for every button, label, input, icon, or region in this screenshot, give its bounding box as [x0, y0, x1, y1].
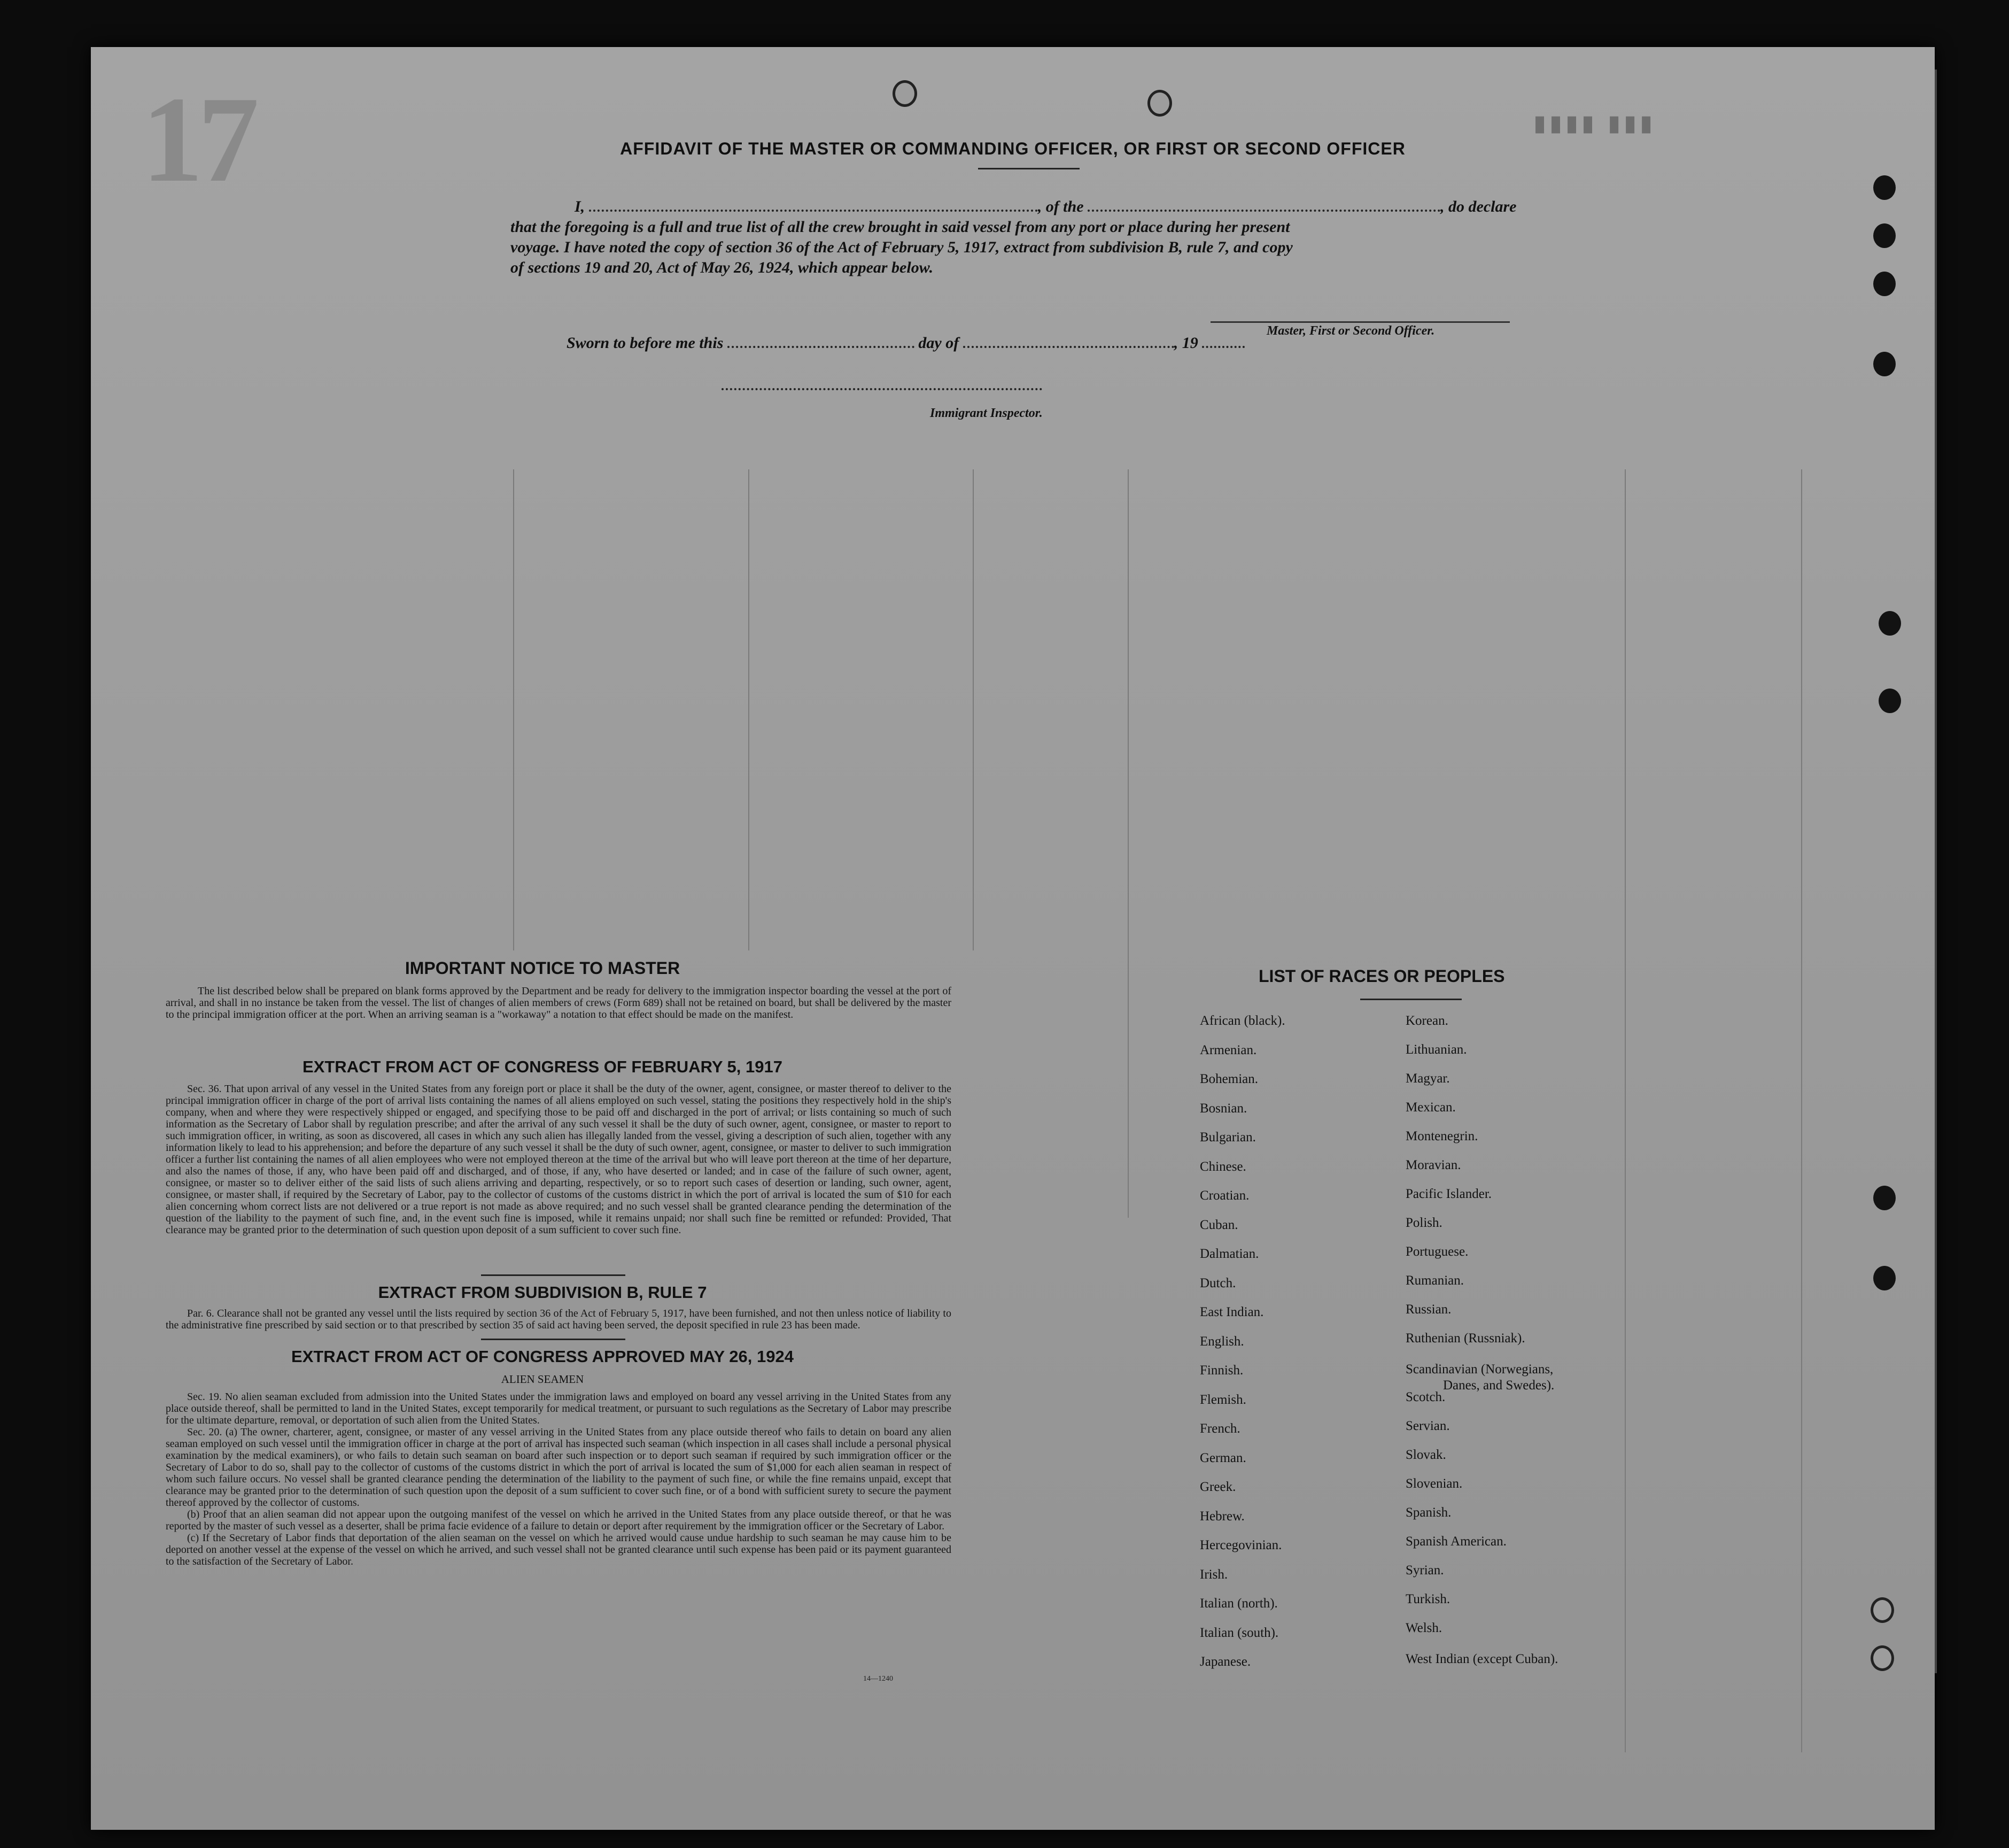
race-entry: Slovak. [1406, 1448, 1446, 1462]
race-entry: Russian. [1406, 1302, 1452, 1317]
master-signature-label: Master, First or Second Officer. [1267, 324, 1435, 338]
race-entry: Pacific Islander. [1406, 1187, 1492, 1201]
race-entry: East Indian. [1200, 1305, 1264, 1319]
race-entry: Dutch. [1200, 1275, 1236, 1290]
race-entry: Finnish. [1200, 1363, 1244, 1378]
sworn-label: Sworn to before me this [567, 334, 724, 352]
i-label: I, [575, 198, 585, 215]
punch-hole [1879, 689, 1901, 713]
rule-divider [481, 1274, 625, 1276]
race-entry: Turkish. [1406, 1592, 1450, 1606]
extract-1924-text [166, 1391, 951, 1567]
race-entry: Montenegrin. [1406, 1129, 1478, 1143]
race-entry: Flemish. [1200, 1392, 1246, 1407]
race-entry: Italian (south). [1200, 1625, 1279, 1640]
name-field[interactable] [589, 210, 1038, 212]
affidavit-line-3: voyage. I have noted the copy of section 36 of the Act of February 5, 1917, extract from subdivision B, rule 7, and copy [510, 238, 1293, 256]
rule-divider [481, 1339, 625, 1340]
extract-1924-subtitle: ALIEN SEAMEN [501, 1373, 584, 1386]
sec-20b: (b) Proof that an alien seaman did not appear upon the outgoing manifest of the vessel on which he arrived in the United States from any place outside thereof, or that he was reported by the master of such vessel as a deserter, shall be prima facie evidence of a failure to detain or deport after requirement by the immigration officer or the Secretary of Labor. [166, 1509, 951, 1532]
race-entry: Croatian. [1200, 1188, 1250, 1203]
binder-hole [1871, 1597, 1894, 1623]
race-entry: English. [1200, 1334, 1244, 1349]
sworn-line [567, 334, 1245, 352]
race-entry: Italian (north). [1200, 1596, 1278, 1611]
sworn-month-field[interactable] [963, 346, 1174, 348]
race-entry: Mexican. [1406, 1100, 1456, 1115]
race-entry: Hebrew. [1200, 1509, 1245, 1524]
bleed-through-column-lines [1128, 469, 1129, 1218]
race-entry: Greek. [1200, 1480, 1236, 1494]
race-entry: Scandinavian (Norwegians, [1406, 1362, 1554, 1377]
affidavit-line-4: of sections 19 and 20, Act of May 26, 1924, which appear below. [510, 259, 934, 276]
race-entry: Moravian. [1406, 1158, 1461, 1172]
affidavit-line-2: that the foregoing is a full and true list of all the crew brought in said vessel from any port or place during her present [510, 218, 1290, 236]
inspector-label: Immigrant Inspector. [930, 406, 1043, 420]
race-entry: Cuban. [1200, 1217, 1238, 1232]
race-entry: Welsh. [1406, 1621, 1442, 1635]
inspector-signature-line[interactable] [722, 388, 1042, 390]
sec-19: Sec. 19. No alien seaman excluded from admission into the United States under the immigration laws and employed on board any vessel arriving in the United States from any place outside thereof, shall be permitted to land in the United States, except temporarily for medical treatment, or pursuant to such regulations as the Secretary of Labor may prescribe for the ultimate departure, removal, or deportation of such alien from the United States. [166, 1391, 951, 1426]
title-underline [978, 168, 1080, 169]
sec-20a: Sec. 20. (a) The owner, charterer, agent, consignee, or master of any vessel arriving in the United States from any place outside thereof who fails to detain on board any alien seaman employed on such vessel until the immigration officer in charge at the port of arrival has inspected such seaman (which inspection in all cases shall include a personal physical examination by the medical examiners), or who fails to detain such seaman on board after such inspection or to deport such seaman if required by such immigration officer or the Secretary of Labor to do so, shall pay to the collector of customs of the customs district in which the port of arrival is located the sum of $1,000 for each alien seaman in respect of whom such failure occurs. No vessel shall be granted clearance pending the determination of the liability to the payment of such fine, or while the fine remains unpaid, except that clearance may be granted prior to the determination of such question upon the deposit of a sum sufficient to cover such fine, or of a bond with sufficient surety to secure the payment thereof approved by the collector of customs. [166, 1426, 951, 1509]
rule-7-title: EXTRACT FROM SUBDIVISION B, RULE 7 [378, 1283, 707, 1302]
race-entry: Lithuanian. [1406, 1042, 1467, 1057]
race-entry: Bosnian. [1200, 1101, 1247, 1116]
punch-hole [1873, 272, 1896, 296]
sec-20c: (c) If the Secretary of Labor finds that deportation of the alien seaman on the vessel on which he arrived would cause undue hardship to such seaman he may cause him to be deported on another vessel at the expense of the vessel on which he arrived, and such vessel shall not be granted clearance until such expense has been paid or its payment guaranteed to the satisfaction of the Secretary of Labor. [166, 1532, 951, 1567]
manifest-page [91, 47, 1935, 1830]
master-signature-line[interactable] [1211, 321, 1510, 323]
race-entry: Syrian. [1406, 1563, 1444, 1578]
year-label: , 19 [1174, 334, 1198, 352]
race-entry: Armenian. [1200, 1042, 1257, 1057]
punch-hole [1879, 611, 1901, 636]
extract-1917-text: Sec. 36. That upon arrival of any vessel in the United States from any foreign port or place it shall be the duty of the owner, agent, consignee, or master thereof to deliver to the principal immigration officer in charge of the port of arrival lists containing the names of all aliens employed on such vessel, stating the positions they respectively hold in the ship's company, when and where they were respectively shipped or engaged, and specifying those to be paid off and discharged in the port of arrival; or lists containing so much of such information as the Secretary of Labor shall by regulation prescribe; and after the arrival of any such vessel it shall be the duty of such owner, agent, consignee, or master to report to such immigration officer, in writing, as soon as discovered, all cases in which any such alien has illegally landed from the vessel, giving a description of such alien, together with any information likely to lead to his apprehension; and before the departure of any such vessel it shall be the duty of such owner, agent, consignee, or master to deliver to such immigration officer a further list containing the names of all alien employees who were not employed thereon at the time of the arrival but who will leave port thereon at the time of her departure, and also the names of those, if any, who have been paid off and discharged, and of those, if any, who have deserted or landed; and in case of the failure of such owner, agent, consignee, or master so to deliver either of the said lists of such aliens arriving and departing, respectively, or so to report such cases of desertion or landing, such owner, agent, consignee, or master shall, if required by the Secretary of Labor, pay to the collector of customs of the customs district in which the port of arrival is located the sum of $10 for each alien concerning whom correct lists are not delivered or a true report is not made as above required; and no such vessel shall be granted clearance pending the determination of the question of the liability to the payment of such fine, and, in the event such fine is imposed, while it remains unpaid; nor shall such fine be remitted or refunded: Provided, That clearance may be granted prior to the determination of such question upon deposit of a sum sufficient to cover such fine. [166, 1083, 951, 1236]
race-entry: Servian. [1406, 1419, 1450, 1433]
sworn-year-field[interactable] [1202, 346, 1245, 348]
declare-label: , do declare [1440, 198, 1517, 215]
notice-title: IMPORTANT NOTICE TO MASTER [405, 958, 680, 978]
vessel-field[interactable] [1088, 210, 1440, 212]
race-entry: French. [1200, 1421, 1240, 1436]
binder-hole [893, 80, 917, 107]
bleed-through-column-lines [973, 469, 974, 950]
race-entry: Bulgarian. [1200, 1130, 1256, 1145]
race-entry: Ruthenian (Russniak). [1406, 1331, 1525, 1346]
race-entry: Magyar. [1406, 1071, 1450, 1086]
binder-hole [1871, 1645, 1894, 1671]
bleed-through-column-lines [1625, 469, 1626, 1752]
race-entry: Portuguese. [1406, 1244, 1469, 1259]
punch-hole [1873, 352, 1896, 376]
bleed-through-text: ▮▮▮▮ ▮▮▮ [1534, 112, 1657, 135]
affidavit-line-1 [575, 198, 1516, 216]
bleed-through-column-lines [1801, 469, 1802, 1752]
race-entry: Irish. [1200, 1567, 1228, 1582]
race-entry: Korean. [1406, 1014, 1448, 1028]
extract-1917-title: EXTRACT FROM ACT OF CONGRESS OF FEBRUARY 5, 1917 [302, 1057, 782, 1076]
bleed-through-column-lines [748, 469, 749, 950]
race-entry: Polish. [1406, 1216, 1442, 1230]
race-entry: Spanish American. [1406, 1534, 1507, 1549]
day-of-label: day of [918, 334, 959, 352]
race-entry: Spanish. [1406, 1505, 1452, 1520]
punch-hole [1873, 1186, 1896, 1210]
punch-hole [1873, 223, 1896, 248]
notice-text: The list described below shall be prepared on blank forms approved by the Department and be ready for delivery to the immigration inspector boarding the vessel at the port of arrival, and shall in no instance be taken from the vessel. The list of changes of alien members of crews (Form 689) shall not be retained on board, but shall be delivered by the master to the principal immigration officer at the port. When an arriving seaman is a "workaway" a notation to that effect should be made on the manifest. [166, 985, 951, 1020]
bleed-through-column-lines [513, 469, 514, 950]
race-entry-scandinavian-cont: Danes, and Swedes). [1443, 1378, 1555, 1393]
race-entry: Slovenian. [1406, 1476, 1463, 1491]
races-underline [1360, 999, 1462, 1000]
punch-hole [1873, 1266, 1896, 1290]
affidavit-title: AFFIDAVIT OF THE MASTER OR COMMANDING OFFICER, OR FIRST OR SECOND OFFICER [620, 139, 1406, 158]
race-entry: Japanese. [1200, 1654, 1251, 1669]
rule-7-text: Par. 6. Clearance shall not be granted any vessel until the lists required by section 36 of the Act of February 5, 1917, have been furnished, and not then unless notice of liability to the administrative fine prescribed by said section or to that prescribed by section 35 of said act having been served, the deposit specified in rule 23 has been made. [166, 1308, 951, 1331]
binder-hole [1147, 90, 1172, 117]
race-entry: African (black). [1200, 1014, 1285, 1028]
race-entry: Bohemian. [1200, 1072, 1259, 1086]
race-entry: Dalmatian. [1200, 1247, 1259, 1261]
race-entry: Hercegovinian. [1200, 1538, 1282, 1552]
race-entry: German. [1200, 1450, 1246, 1465]
form-number: 14—1240 [863, 1675, 893, 1683]
page-number-mark: 17 [142, 71, 254, 207]
sworn-day-field[interactable] [727, 346, 914, 348]
of-the-label: , of the [1037, 198, 1084, 215]
race-entry: Chinese. [1200, 1159, 1246, 1174]
races-title: LIST OF RACES OR PEOPLES [1259, 966, 1505, 986]
punch-hole [1873, 175, 1896, 200]
extract-1924-title: EXTRACT FROM ACT OF CONGRESS APPROVED MAY 26, 1924 [291, 1347, 794, 1366]
race-entry: Scotch. [1406, 1390, 1446, 1404]
race-entry: West Indian (except Cuban). [1406, 1652, 1558, 1666]
race-entry: Rumanian. [1406, 1273, 1464, 1288]
